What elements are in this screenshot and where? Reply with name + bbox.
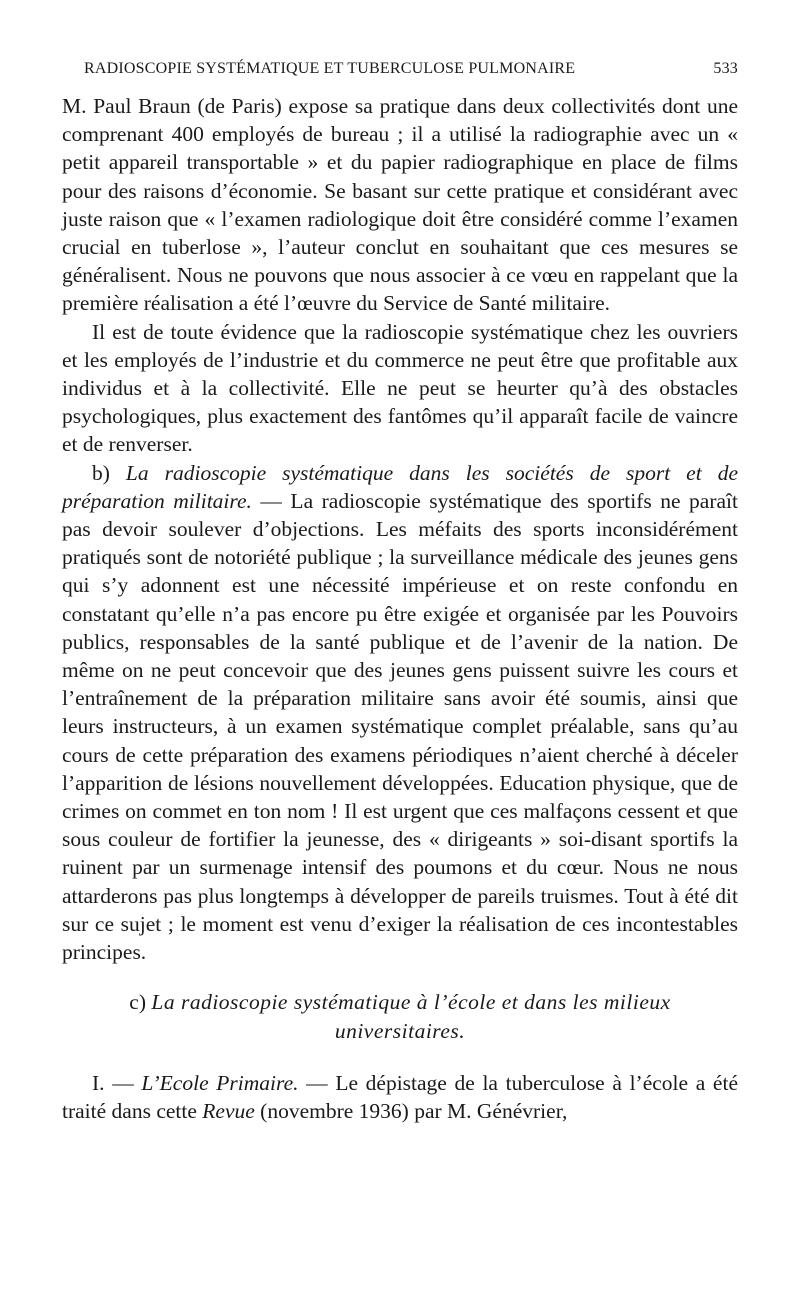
section-c-prefix: c) bbox=[129, 990, 152, 1015]
body-text bbox=[62, 92, 738, 1125]
paragraph-braun: M. Paul Braun (de Paris) expose sa pratique dans deux collectivités dont une comprenant 400 employés de bureau ; il a utilisé la radiographie avec un « petit appareil transportable » et du papier radiographique en place de films pour des raisons d’économie. Se basant sur cette pratique et considérant avec juste raison que « l’examen radiologique doit être considéré comme l’examen crucial en tuberlose », l’auteur conclut en souhaitant que ces mesures se généralisent. Nous ne pouvons que nous associer à ce vœu en rappelant que la première réalisation a été l’œuvre du Service de Santé militaire. bbox=[62, 94, 738, 316]
section-b-prefix: b) bbox=[92, 460, 126, 485]
subsection-title: L’Ecole Primaire. bbox=[141, 1070, 299, 1095]
section-b-text: — La radioscopie systématique des sportifs ne paraît pas devoir soulever d’objections. Les méfaits des sports inconsidérément pratiqués sont de notoriété publique ; la surveillance médicale des jeunes gens qui s’y adonnent est une nécessité impérieuse et on reste confondu en constatant qu’elle n’a pas encore pu être exigée et organisée par les Pouvoirs publics, responsables de la santé publique et de l’avenir de la nation. De même on ne peut concevoir que des jeunes gens puissent suivre les cours et l’entraînement de la préparation militaire sans avoir été soumis, ainsi que leurs instructeurs, à un examen systématique complet préalable, sans qu’au cours de cette préparation des examens périodiques n’aient cherché à déceler l’apparition de lésions nouvellement développées. Education physique, que de crimes on commet en ton nom ! Il est urgent que ces malfaçons cessent et que sous couleur de fortifier la jeunesse, des « dirigeants » soi-disant sportifs la ruinent par un surmenage intensif des poumons et du cœur. Nous ne nous attarderons pas plus longtemps à développer de pareils truismes. Tout à été dit sur ce sujet ; le moment est venu d’exiger la réalisation de ces incontestables principes. bbox=[62, 488, 738, 965]
subsection-text: — Le dépistage de la tuberculose à l’école a été traité dans cette bbox=[62, 1070, 738, 1123]
page bbox=[62, 60, 738, 1125]
section-c-heading bbox=[62, 988, 738, 1044]
subsection-prefix: I. — bbox=[92, 1070, 142, 1095]
section-b-title: La radioscopie systématique dans les sociétés de sport et de préparation militaire. bbox=[62, 460, 738, 513]
paragraph-sport bbox=[62, 459, 738, 967]
journal-name: Revue bbox=[202, 1098, 255, 1123]
page-number: 533 bbox=[713, 60, 738, 77]
subsection-text-end: (novembre 1936) par M. Génévrier, bbox=[254, 1098, 568, 1123]
paragraph-ecole-primaire bbox=[62, 1069, 738, 1125]
running-head bbox=[62, 60, 738, 92]
section-c-title: La radioscopie systématique à l’école et dans les milieux universitaires. bbox=[151, 990, 671, 1043]
running-head-title: RADIOSCOPIE SYSTÉMATIQUE ET TUBERCULOSE PULMONAIRE bbox=[84, 60, 576, 77]
paragraph-industry: Il est de toute évidence que la radioscopie systématique chez les ouvriers et les employés de l’industrie et du commerce ne peut être que profitable aux individus et à la collectivité. Elle ne peut se heurter qu’à des obstacles psychologiques, plus exactement des fantômes qu’il apparaît facile de vaincre et de renverser. bbox=[62, 319, 738, 457]
